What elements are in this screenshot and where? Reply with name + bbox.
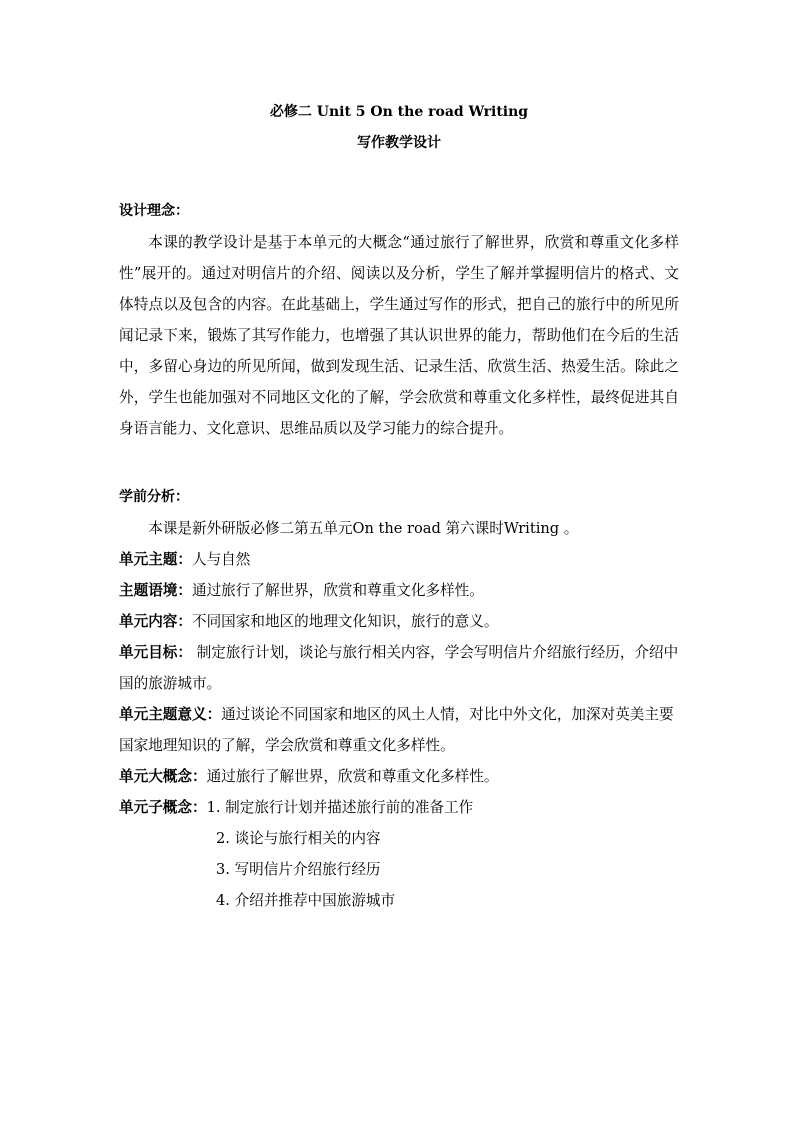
sub-concepts-label: 单元子概念： bbox=[119, 799, 207, 816]
theme-context-line bbox=[119, 575, 679, 606]
unit-big-concept-line bbox=[119, 761, 679, 792]
unit-goal-text: 制定旅行计划，谈论与旅行相关内容，学会写明信片介绍旅行经历，介绍中国的旅游城市。 bbox=[119, 644, 679, 692]
sub-concepts-line bbox=[119, 792, 679, 823]
unit-goal-line bbox=[119, 637, 679, 699]
theme-context-text: 通过旅行了解世界，欣赏和尊重文化多样性。 bbox=[191, 582, 484, 599]
design-concept-body: 本课的教学设计是基于本单元的大概念“通过旅行了解世界，欣赏和尊重文化多样性”展开的。通过对明信片的介绍、阅读以及分析，学生了解并掌握明信片的格式、文体特点以及包含的内容。在此基础上，学生通过写作的形式，把自己的旅行中的所见所闻记录下来，锻炼了其写作能力，也增强了其认识世界的能力，帮助他们在今后的生活中，多留心身边的所见所闻，做到发现生活、记录生活、欣赏生活、热爱生活。除此之外，学生也能加强对不同地区文化的了解，学会欣赏和尊重文化多样性，最终促进其自身语言能力、文化意识、思维品质以及学习能力的综合提升。 bbox=[119, 234, 679, 437]
unit-theme-line bbox=[119, 544, 679, 575]
unit-theme-text: 人与自然 bbox=[191, 551, 251, 568]
theme-context-label: 主题语境： bbox=[119, 582, 192, 599]
unit-theme-meaning-label: 单元主题意义： bbox=[119, 706, 222, 723]
document-subtitle: 写作教学设计 bbox=[357, 135, 441, 151]
pre-analysis-intro: 本课是新外研版必修二第五单元On the road 第六课时Writing 。 bbox=[148, 520, 579, 537]
spacer bbox=[119, 158, 679, 196]
unit-theme-label: 单元主题： bbox=[119, 551, 192, 568]
unit-goal-label: 单元目标： bbox=[119, 644, 192, 661]
document-page bbox=[119, 96, 679, 916]
unit-theme-meaning-line bbox=[119, 699, 679, 761]
sub-concept-item-3: 3. 写明信片介绍旅行经历 bbox=[216, 861, 381, 878]
spacer bbox=[119, 444, 679, 482]
sub-concept-item-2: 2. 谈论与旅行相关的内容 bbox=[216, 830, 381, 847]
document-title: 必修二 Unit 5 On the road Writing bbox=[269, 104, 529, 120]
unit-content-label: 单元内容： bbox=[119, 613, 192, 630]
unit-big-concept-text: 通过旅行了解世界，欣赏和尊重文化多样性。 bbox=[206, 768, 499, 785]
design-concept-heading: 设计理念： bbox=[119, 203, 189, 219]
unit-content-line bbox=[119, 606, 679, 637]
unit-theme-meaning-text: 通过谈论不同国家和地区的风土人情，对比中外文化，加深对英美主要国家地理知识的了解，学会欣赏和尊重文化多样性。 bbox=[119, 706, 674, 754]
sub-concepts-list bbox=[119, 823, 679, 916]
pre-analysis-heading: 学前分析： bbox=[119, 489, 189, 505]
unit-content-text: 不同国家和地区的地理文化知识，旅行的意义。 bbox=[191, 613, 499, 630]
unit-big-concept-label: 单元大概念： bbox=[119, 768, 207, 785]
sub-concept-item-1: 1. 制定旅行计划并描述旅行前的准备工作 bbox=[206, 799, 474, 816]
sub-concept-item-4: 4. 介绍并推荐中国旅游城市 bbox=[216, 892, 396, 909]
